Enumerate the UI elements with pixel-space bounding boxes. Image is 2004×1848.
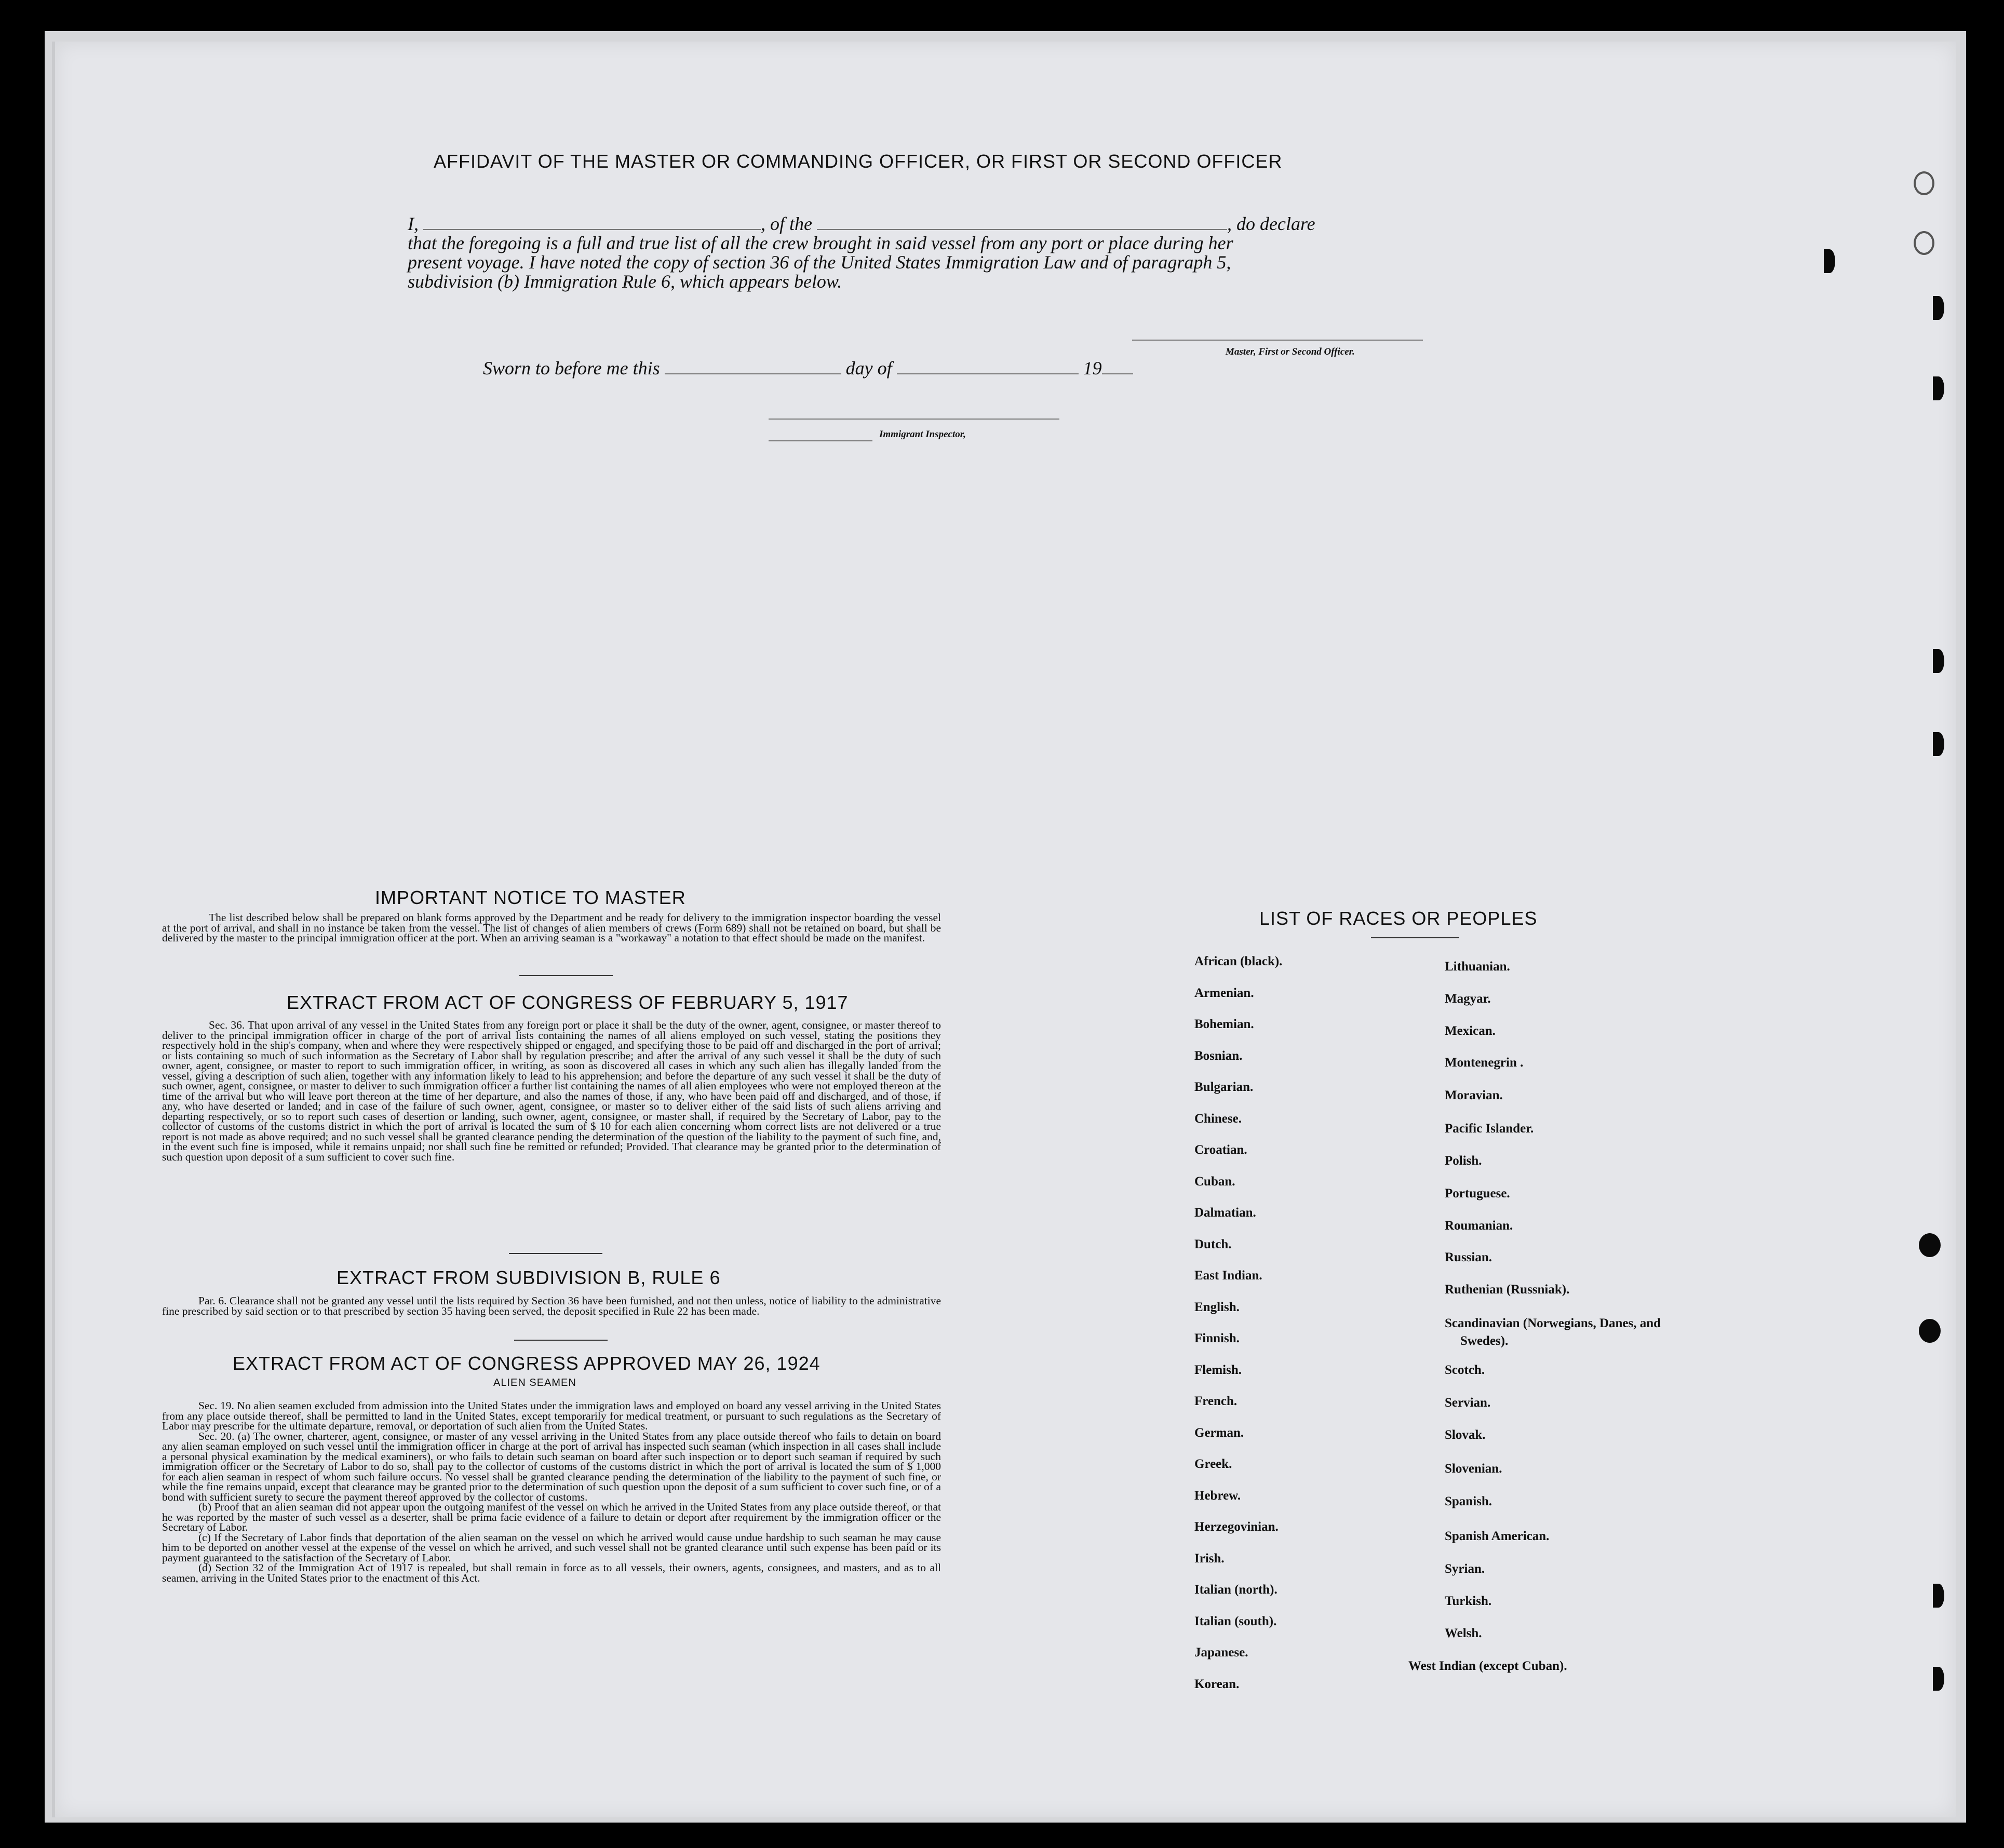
punch-hole-icon (1933, 649, 1944, 673)
affidavit-line-4: subdivision (b) Immigration Rule 6, which appears below. (408, 271, 842, 292)
race-item: West Indian (except Cuban). (1408, 1659, 1567, 1673)
punch-hole-icon (1933, 1667, 1944, 1691)
race-item: Croatian. (1194, 1143, 1247, 1157)
race-item: Greek. (1194, 1457, 1232, 1471)
race-item: English. (1194, 1300, 1240, 1314)
race-item: Bohemian. (1194, 1017, 1254, 1031)
race-item: Montenegrin . (1445, 1056, 1524, 1070)
affidavit-line-2: that the foregoing is a full and true list of all the crew brought in said vessel from any port or place during her (408, 233, 1233, 253)
race-item: Herzegovinian. (1194, 1520, 1279, 1534)
divider (519, 975, 613, 976)
inspector-label: Immigrant Inspector, (879, 429, 966, 440)
punch-hole-icon (1933, 376, 1944, 400)
race-item: Japanese. (1194, 1645, 1248, 1660)
race-item: Lithuanian. (1445, 960, 1510, 974)
day-of-text: day of (845, 358, 892, 379)
race-item: German. (1194, 1425, 1244, 1440)
punch-hole-icon (1919, 1319, 1941, 1343)
race-item: Hebrew. (1194, 1488, 1241, 1503)
affidavit-of-the: , of the (761, 213, 812, 234)
sec-20d-text: (d) Section 32 of the Immigration Act of 1917 is repealed, but shall remain in force as to all vessels, their owners, agents, consignees, and masters, and as to all seamen, arriving in the United States prior to the enactment of this Act. (162, 1561, 941, 1584)
race-item: Mexican. (1445, 1024, 1496, 1038)
race-item: Cuban. (1194, 1174, 1235, 1189)
punch-hole-icon (1933, 1584, 1944, 1608)
races-title: LIST OF RACES OR PEOPLES (1259, 908, 1538, 929)
affidavit-line-1 (408, 213, 1315, 235)
race-item: Scandinavian (Norwegians, Danes, and Swedes). (1445, 1316, 1661, 1348)
sec-19-text: Sec. 19. No alien seamen excluded from admission into the United States under the immigration laws and employed on board any vessel arriving in the United States from any place outside thereof, shall be permitted to land in the United States, except temporarily for medical treatment, or pursuant to such regulations as the Secretary of Labor may prescribe for the ultimate departure, removal, or deportation of such alien from the United States. (162, 1399, 941, 1432)
vessel-blank[interactable] (817, 227, 1227, 230)
race-item: Armenian. (1194, 986, 1254, 1000)
race-item: French. (1194, 1394, 1238, 1408)
punch-hole-icon (1914, 231, 1934, 255)
punch-hole-icon (1933, 732, 1944, 756)
month-blank[interactable] (897, 371, 1079, 374)
race-item: Polish. (1445, 1154, 1482, 1168)
race-item: Flemish. (1194, 1363, 1242, 1377)
sec-20c-text: (c) If the Secretary of Labor finds that deportation of the alien seaman on the vessel on which he arrived would cause undue hardship to such seaman he may cause him to be deported on another vessel at the expense of the vessel on which he arrived, and such vessel shall not be granted clearance until such expense has been paid or its payment guaranteed to the satisfaction of the Secretary of Labor. (162, 1531, 941, 1564)
race-item: Finnish. (1194, 1331, 1240, 1345)
race-item: Bosnian. (1194, 1048, 1243, 1063)
affidavit-title: AFFIDAVIT OF THE MASTER OR COMMANDING OFFICER, OR FIRST OR SECOND OFFICER (434, 151, 1283, 172)
race-item: Bulgarian. (1194, 1080, 1254, 1094)
extract-1917-title: EXTRACT FROM ACT OF CONGRESS OF FEBRUARY 5, 1917 (287, 992, 849, 1013)
race-item: African (black). (1194, 954, 1283, 968)
master-signature-line[interactable] (1132, 339, 1423, 341)
race-item: Korean. (1194, 1677, 1240, 1691)
affidavit-declare: , do declare (1227, 213, 1315, 234)
sworn-text: Sworn to before me this (483, 358, 660, 379)
extract-1924-title: EXTRACT FROM ACT OF CONGRESS APPROVED MAY 26, 1924 (233, 1353, 821, 1374)
sec-20a-text: Sec. 20. (a) The owner, charterer, agent, consignee, or master of any vessel arriving in the United States from any place outside thereof who fails to detain on board any alien seaman employed on such vessel until the immigration officer in charge at the port of arrival has inspected such seaman (which inspection in all cases shall include a personal physical examination by the medical examiners), or who fails to detain such seaman on board after such inspection or to deport such seaman if required by such immigration officer or the Secretary of Labor to do so, shall pay to the collector of customs of the customs district in which the port of arrival is located the sum of $ 1,000 for each alien seaman in respect of whom such failure occurs. No vessel shall be granted clearance pending the determination of the liability to the payment of such fine, or while the fine remains unpaid, except that clearance may be granted prior to the determination of such question upon the deposit of a sum sufficient to cover such fine, or of a bond with sufficient surety to secure the payment thereof approved by the collector of customs. (162, 1429, 941, 1503)
divider (514, 1340, 608, 1341)
race-item: Russian. (1445, 1250, 1492, 1264)
inspector-signature-line[interactable] (769, 417, 1059, 420)
punch-hole-icon (1914, 171, 1934, 195)
affidavit-i: I, (408, 213, 419, 234)
race-item: Portuguese. (1445, 1186, 1510, 1200)
race-item: Syrian. (1445, 1562, 1485, 1576)
race-item: Roumanian. (1445, 1219, 1513, 1233)
race-item: Spanish. (1445, 1494, 1492, 1508)
inspector-signature-line-2 (769, 439, 872, 441)
race-item: Dutch. (1194, 1237, 1232, 1251)
race-item: Italian (south). (1194, 1614, 1277, 1628)
extract-1924-subtitle: ALIEN SEAMEN (493, 1377, 576, 1388)
race-item: Italian (north). (1194, 1583, 1277, 1597)
race-item: Chinese. (1194, 1111, 1242, 1126)
race-item: Pacific Islander. (1445, 1122, 1534, 1136)
extract-1924-body (162, 1401, 941, 1583)
sec-20b-text: (b) Proof that an alien seaman did not appear upon the outgoing manifest of the vessel on which he arrived in the United States from any place outside thereof, or that he was reported by the master of such vessel as a deserter, shall be prima facie evidence of a failure to detain or deport after requirement by the immigration officer or the Secretary of Labor. (162, 1501, 941, 1533)
extract-rule6-title: EXTRACT FROM SUBDIVISION B, RULE 6 (337, 1267, 721, 1288)
race-item: Turkish. (1445, 1594, 1492, 1608)
race-item: Servian. (1445, 1396, 1491, 1410)
race-item: Scotch. (1445, 1363, 1485, 1377)
punch-hole-icon (1824, 249, 1835, 273)
affidavit-line-3: present voyage. I have noted the copy of section 36 of the United States Immigration Law and of paragraph 5, (408, 252, 1231, 273)
race-item: Welsh. (1445, 1626, 1482, 1640)
sworn-line (483, 357, 1133, 379)
year-blank[interactable] (1102, 371, 1133, 374)
notice-text: The list described below shall be prepared on blank forms approved by the Department and be ready for delivery to the immigration inspector boarding the vessel at the port of arrival, and shall in no instance be taken from the vessel. The list of changes of alien members of crews (Form 689) shall not be retained on board, but shall be delivered by the master to the principal immigration officer at the port. When an arriving seaman is a "workaway" a notation to that effect should be made on the manifest. (162, 911, 941, 944)
extract-1917-text: Sec. 36. That upon arrival of any vessel in the United States from any foreign port or place it shall be the duty of the owner, agent, consignee, or master thereof to deliver to the principal immigration officer in charge of the port of arrival lists containing the names of all aliens employed on such vessel, stating the positions they respectively hold in the ship's company, when and where they were respectively shipped or engaged, and specifying those to be paid off and discharged in the port of arrival; or lists containing so much of such information as the Secretary of Labor shall by regulation prescribe; and after the arrival of any such vessel it shall be the duty of such owner, agent, consignee, or master to report to such immigration officer, in writing, as soon as discovered all cases in which any such alien has illegally landed from the vessel, giving a description of such alien, together with any information likely to lead to his apprehension; and before the departure of any such vessel it shall be the duty of such owner, agent, consignee, or master to deliver to such immigration officer a further list containing the names of all alien employees who were not employed thereon at the time of the arrival but who will leave port thereon at the time of her departure, and also the names of those, if any, who have been paid off and discharged, and of those, if any, who have deserted or landed; and in case of the failure of such owner, agent, consignee, or master so to deliver either of the said lists of such aliens arriving and departing respectively, or so to report such cases of desertion or landing, such owner, agent, consignee, or master shall, if required by the Secretary of Labor, pay to the collector of customs of the customs district in which the port of arrival is located the sum of $ 10 for each alien concerning whom correct lists are not delivered or a true report is not made as above required; and no such vessel shall be granted clearance pending the determination of the question of the liability to the payment of such fine, and, in the event such fine is imposed, while it remains unpaid; nor shall such fine be remitted or refunded; Provided. That clearance may be granted prior to the determination of such question upon deposit of a sum sufficient to cover such fine. (162, 1019, 941, 1163)
divider (1371, 937, 1459, 938)
extract-rule6-text: Par. 6. Clearance shall not be granted any vessel until the lists required by Section 36 have been furnished, and not then unless, notice of liability to the administrative fine prescribed by said section or to that prescribed by section 35 having been served, the deposit specified in Rule 22 has been made. (162, 1294, 941, 1317)
notice-title: IMPORTANT NOTICE TO MASTER (375, 887, 686, 908)
year-prefix: 19 (1083, 358, 1102, 379)
punch-hole-icon (1933, 296, 1944, 320)
master-label: Master, First or Second Officer. (1226, 346, 1355, 357)
day-blank[interactable] (665, 371, 841, 374)
race-item: East Indian. (1194, 1269, 1262, 1283)
race-item: Slovenian. (1445, 1462, 1502, 1476)
punch-hole-icon (1919, 1233, 1941, 1257)
race-item: Irish. (1194, 1551, 1225, 1566)
name-blank[interactable] (423, 227, 761, 230)
race-item: Dalmatian. (1194, 1206, 1256, 1220)
race-item: Magyar. (1445, 992, 1491, 1006)
divider (509, 1253, 602, 1254)
race-item: Moravian. (1445, 1088, 1503, 1102)
race-item: Spanish American. (1445, 1529, 1550, 1543)
race-item: Slovak. (1445, 1428, 1486, 1442)
race-item: Ruthenian (Russniak). (1445, 1283, 1570, 1297)
